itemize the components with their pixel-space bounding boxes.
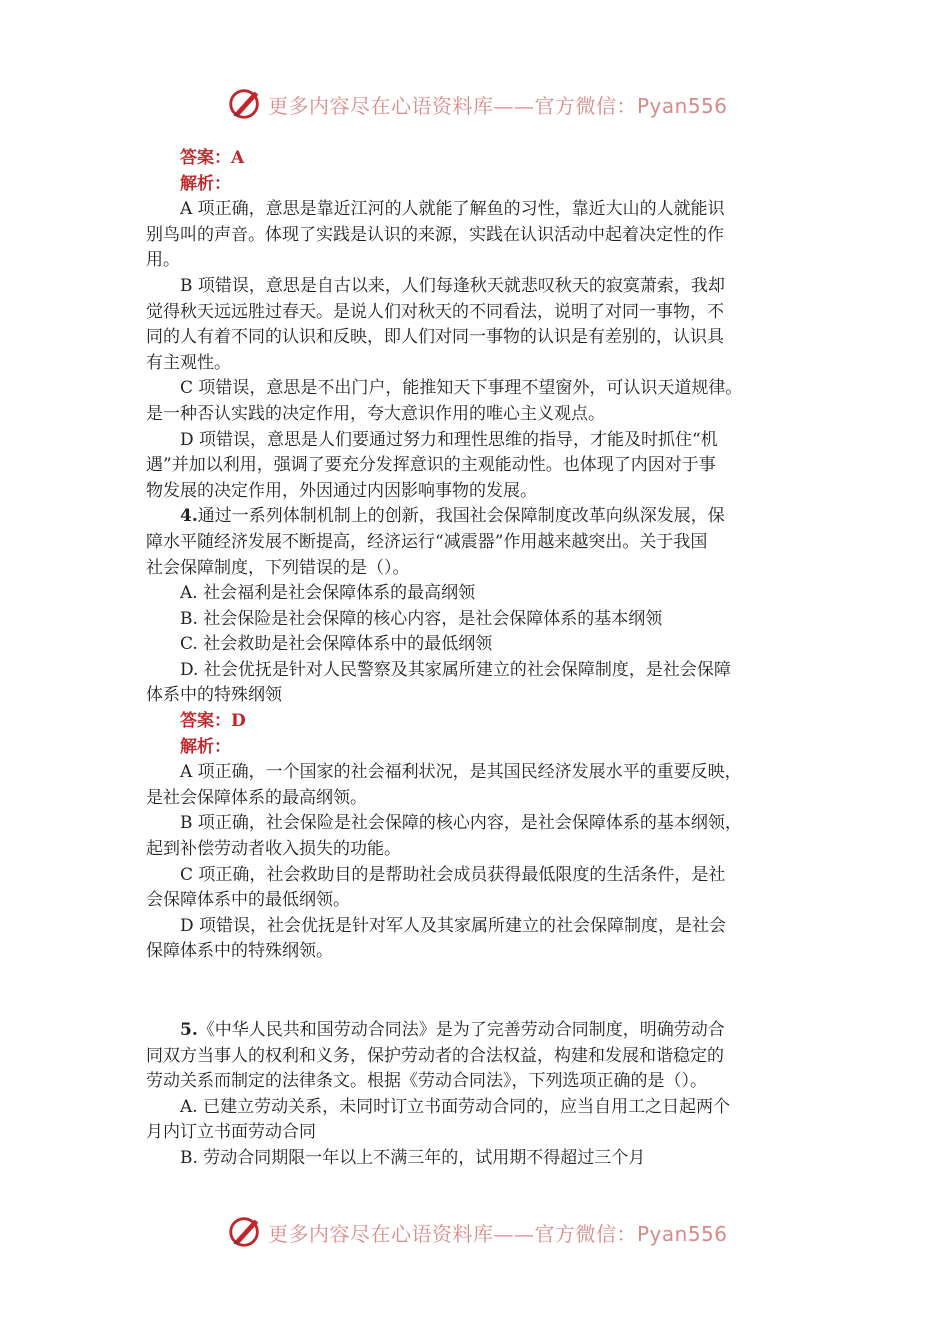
q5-stem-line1: 5.《中华人民共和国劳动合同法》是为了完善劳动合同制度，明确劳动合 [180, 1020, 725, 1040]
q4-option-b: B. 社会保险是社会保障的核心内容，是社会保障体系的基本纲领 [180, 608, 663, 629]
pen-logo-icon [226, 84, 264, 122]
q4-analysis-d-line2: 保障体系中的特殊纲领。 [146, 941, 333, 962]
q3-analysis-b-line3: 同的人有着不同的认识和反映，即人们对同一事物的认识是有差别的，认识具 [146, 327, 724, 348]
q3-analysis-c-line2: 是一种否认实践的决定作用，夸大意识作用的唯心主义观点。 [146, 403, 605, 424]
q5-stem-line2: 同双方当事人的权利和义务，保护劳动者的合法权益，构建和发展和谐稳定的 [146, 1045, 724, 1066]
q4-stem-line2: 障水平随经济发展不断提高，经济运行“减震器”作用越来越突出。关于我国 [146, 531, 708, 552]
q5-option-b: B. 劳动合同期限一年以上不满三年的，试用期不得超过三个月 [180, 1147, 646, 1168]
q3-analysis-b-line4: 有主观性。 [146, 352, 231, 373]
q5-option-a-line2: 月内订立书面劳动合同 [146, 1122, 316, 1143]
pen-logo-icon [226, 1212, 264, 1250]
header-banner [0, 84, 950, 124]
q4-answer: 答案：D [180, 711, 246, 732]
q5-option-a-line1: A. 已建立劳动关系，未同时订立书面劳动合同的，应当自用工之日起两个 [180, 1096, 731, 1117]
q3-analysis-label: 解析： [180, 173, 231, 194]
q4-stem-line1: 4.通过一系列体制机制上的创新，我国社会保障制度改革向纵深发展，保 [180, 506, 725, 527]
q3-analysis-d-line1: D 项错误，意思是人们要通过努力和理性思维的指导，才能及时抓住“机 [180, 429, 718, 450]
q4-analysis-d-line1: D 项错误，社会优抚是针对军人及其家属所建立的社会保障制度，是社会 [180, 915, 727, 936]
banner-text: 更多内容尽在心语资料库——官方微信：Pyan556 [268, 94, 728, 118]
q4-option-c: C. 社会救助是社会保障体系中的最低纲领 [180, 634, 493, 655]
q4-option-d-line1: D. 社会优抚是针对人民警察及其家属所建立的社会保障制度，是社会保障 [180, 659, 731, 680]
q4-analysis-c-line1: C 项正确，社会救助目的是帮助社会成员获得最低限度的生活条件，是社 [180, 864, 726, 885]
q4-analysis-b-line2: 起到补偿劳动者收入损失的功能。 [146, 839, 401, 860]
q4-analysis-c-line2: 会保障体系中的最低纲领。 [146, 890, 350, 911]
q3-analysis-d-line3: 物发展的决定作用，外因通过内因影响事物的发展。 [146, 480, 537, 501]
q4-analysis-a-line1: A 项正确，一个国家的社会福利状况，是其国民经济发展水平的重要反映， [180, 762, 742, 783]
banner-text: 更多内容尽在心语资料库——官方微信：Pyan556 [268, 1222, 728, 1246]
q4-option-a: A. 社会福利是社会保障体系的最高纲领 [180, 583, 476, 604]
q4-option-d-line2: 体系中的特殊纲领 [146, 685, 282, 706]
q3-analysis-d-line2: 遇”并加以利用，强调了要充分发挥意识的主观能动性。也体现了内因对于事 [146, 455, 716, 476]
q5-stem-line3: 劳动关系而制定的法律条文。根据《劳动合同法》，下列选项正确的是（）。 [146, 1071, 707, 1092]
section-gap [146, 965, 810, 1018]
q3-answer: 答案：A [180, 148, 245, 168]
q3-analysis-a-line1: A 项正确，意思是靠近江河的人就能了解鱼的习性，靠近大山的人就能识 [180, 199, 725, 220]
q4-stem-line3: 社会保障制度，下列错误的是（）。 [146, 557, 410, 578]
document-body [146, 146, 810, 1172]
q4-number: 4. [180, 506, 198, 527]
q5-number: 5. [180, 1020, 198, 1040]
q4-analysis-a-line2: 是社会保障体系的最高纲领。 [146, 787, 367, 808]
q3-analysis-c-line1: C 项错误，意思是不出门户，能推知天下事理不望窗外，可认识天道规律。 [180, 378, 743, 399]
q3-analysis-b-line2: 觉得秋天远远胜过春天。是说人们对秋天的不同看法，说明了对同一事物，不 [146, 301, 724, 322]
q3-analysis-a-line3: 用。 [146, 250, 180, 271]
q4-analysis-b-line1: B 项正确，社会保险是社会保障的核心内容，是社会保障体系的基本纲领， [180, 813, 742, 834]
q4-analysis-label: 解析： [180, 736, 231, 757]
footer-banner [0, 1212, 950, 1252]
q3-analysis-a-line2: 别鸟叫的声音。体现了实践是认识的来源，实践在认识活动中起着决定性的作 [146, 224, 724, 245]
q3-analysis-b-line1: B 项错误，意思是自古以来，人们每逢秋天就悲叹秋天的寂寞萧索，我却 [180, 275, 725, 296]
